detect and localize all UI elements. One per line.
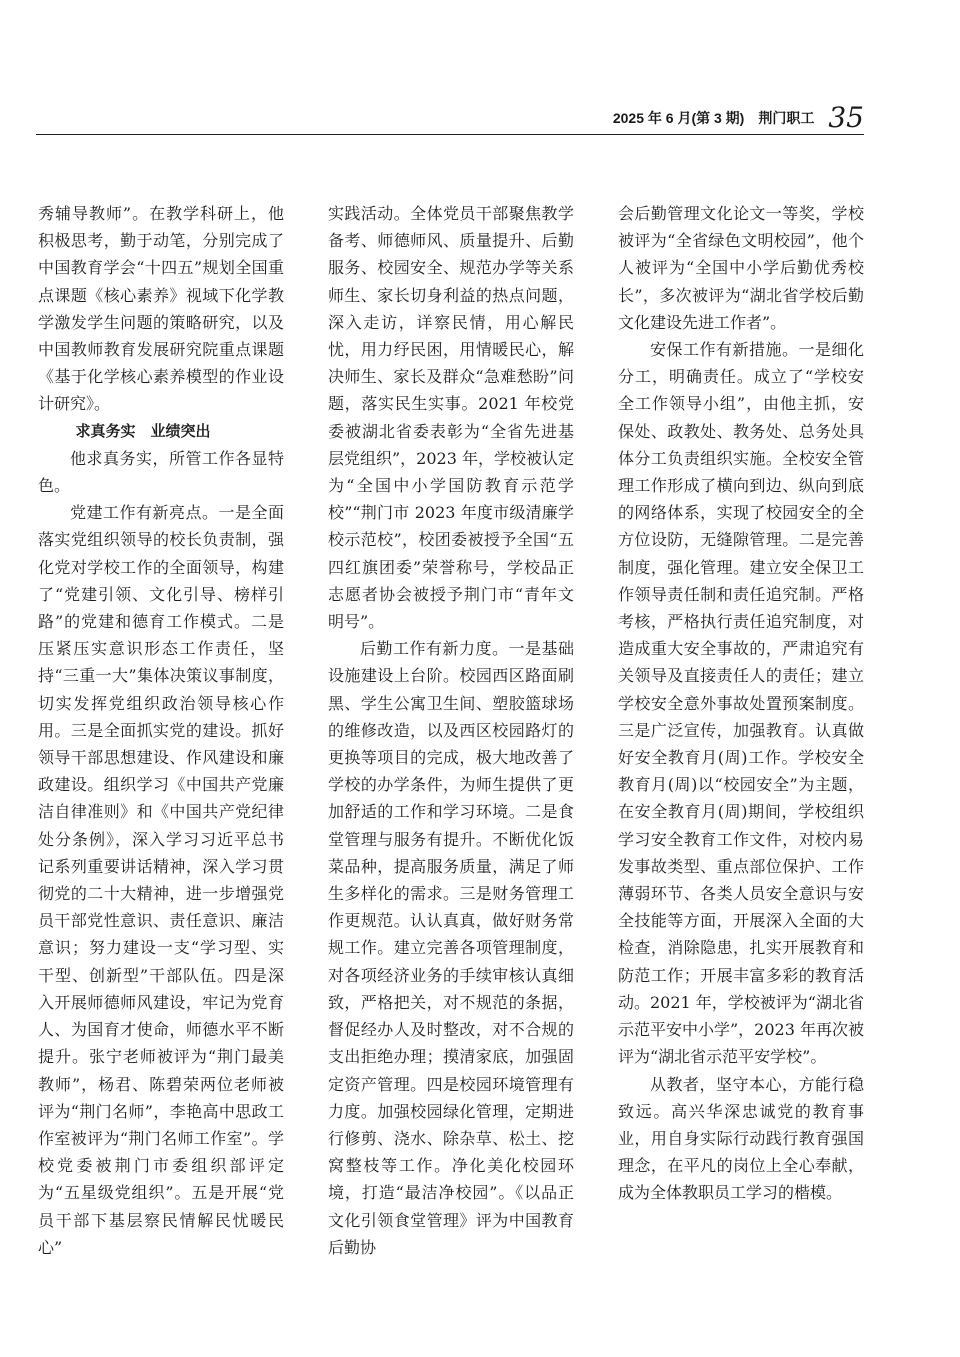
paragraph: 实践活动。全体党员干部聚焦教学备考、师德师风、质量提升、后勤服务、校园安全、规范办学等关系师生、家长切身利益的热点问题，深入走访，详察民情，用心解民忧，用力纾民困，用情暖民心，解决师生、家长及群众“急难愁盼”问题，落实民生实事。2021 年校党委被湖北省委表彰为“全省先进基层党组织”，2023 年，学校被认定为“全国中小学国防教育示范学校”“荆门市 2023 年度市级清廉学校示范校”，校团委被授予全国“五四红旗团委”荣誉称号，学校品正志愿者协会被授予荆门市“青年文明号”。 xyxy=(328,204,574,632)
text-column-1 xyxy=(38,200,284,1261)
page-header xyxy=(36,94,864,134)
text-column-2 xyxy=(328,200,574,1261)
paragraph: 会后勤管理文化论文一等奖，学校被评为“全省绿色文明校园”，他个人被评为“全国中小学后勤优秀校长”，多次被评为“湖北省学校后勤文化建设先进工作者”。 xyxy=(618,204,864,332)
text-column-3 xyxy=(618,200,864,1207)
paragraph: 他求真务实，所管工作各显特色。 xyxy=(38,448,284,496)
header-rule xyxy=(36,134,864,135)
journal-title: 荆门职工 xyxy=(758,110,815,126)
paragraph: 安保工作有新措施。一是细化分工，明确责任。成立了“学校安全工作领导小组”，由他主抓，安保处、政教处、教务处、总务处具体分工负责组织实施。全校安全管理工作形成了横向到边、纵向到底的网络体系，实现了校园安全的全方位设防，无缝隙管理。二是完善制度，强化管理。建立安全保卫工作领导责任制和责任追究制。严格考核，严格执行责任追究制度，对造成重大安全事故的，严肃追究有关领导及直接责任人的责任；建立学校安全意外事故处置预案制度。三是广泛宣传，加强教育。认真做好安全教育月(周)工作。学校安全教育月(周)以“校园安全”为主题，在安全教育月(周)期间，学校组织学习安全教育工作文件，对校内易发事故类型、重点部位保护、工作薄弱环节、各类人员安全意识与安全技能等方面，开展深入全面的大检查，消除隐患，扎实开展教育和防范工作；开展丰富多彩的教育活动。2021 年，学校被评为“湖北省示范平安中小学”，2023 年再次被评为“湖北省示范平安学校”。 xyxy=(618,340,864,1067)
issue-date: 2025 年 6 月(第 3 期) xyxy=(612,110,745,126)
paragraph: 党建工作有新亮点。一是全面落实党组织领导的校长负责制，强化党对学校工作的全面领导，构建了“党建引领、文化引导、榜样引路”的党建和德育工作模式。二是压紧压实意识形态工作责任，坚持“三重一大”集体决策议事制度，切实发挥党组织政治领导核心作用。三是全面抓实党的建设。抓好领导干部思想建设、作风建设和廉政建设。组织学习《中国共产党廉洁自律准则》和《中国共产党纪律处分条例》，深入学习习近平总书记系列重要讲话精神，深入学习贯彻党的二十大精神，进一步增强党员干部党性意识、责任意识、廉洁意识；努力建设一支“学习型、实干型、创新型”干部队伍。四是深入开展师德师风建设，牢记为党育人、为国育才使命，师德水平不断提升。张宁老师被评为“荆门最美教师”，杨君、陈碧荣两位老师被评为“荆门名师”，李艳高中思政工作室被评为“荆门名师工作室”。学校党委被荆门市委组织部评定为“五星级党组织”。五是开展“党员干部下基层察民情解民忧暖民心” xyxy=(38,503,284,1257)
page-number: 35 xyxy=(828,101,864,134)
paragraph: 从教者，坚守本心，方能行稳致远。高兴华深忠诚党的教育事业，用自身实际行动践行教育强国理念，在平凡的岗位上全心奉献，成为全体教职员工学习的楷模。 xyxy=(618,1074,864,1203)
section-subheading: 求真务实 业绩突出 xyxy=(75,421,211,440)
paragraph: 秀辅导教师”。在教学科研上，他积极思考，勤于动笔，分别完成了中国教育学会“十四五”规划全国重点课题《核心素养》视域下化学教学激发学生问题的策略研究，以及中国教师教育发展研究院重点课题《基于化学核心素养模型的作业设计研究》。 xyxy=(38,204,284,414)
paragraph: 后勤工作有新力度。一是基础设施建设上台阶。校园西区路面刷黑、学生公寓卫生间、塑胶篮球场的维修改造，以及西区校园路灯的更换等项目的完成，极大地改善了学校的办学条件，为师生提供了更加舒适的工作和学习环境。二是食堂管理与服务有提升。不断优化饭菜品种，提高服务质量，满足了师生多样化的需求。三是财务管理工作更规范。认认真真，做好财务常规工作。建立完善各项管理制度，对各项经济业务的手续审核认真细致，严格把关，对不规范的条据，督促经办人及时整改，对不合规的支出拒绝办理；摸清家底，加强固定资产管理。四是校园环境管理有力度。加强校园绿化管理，定期进行修剪、浇水、除杂草、松土、挖窝整枝等工作。净化美化校园环境，打造“最洁净校园”。《以品正文化引领食堂管理》评为中国教育后勤协 xyxy=(328,639,574,1257)
